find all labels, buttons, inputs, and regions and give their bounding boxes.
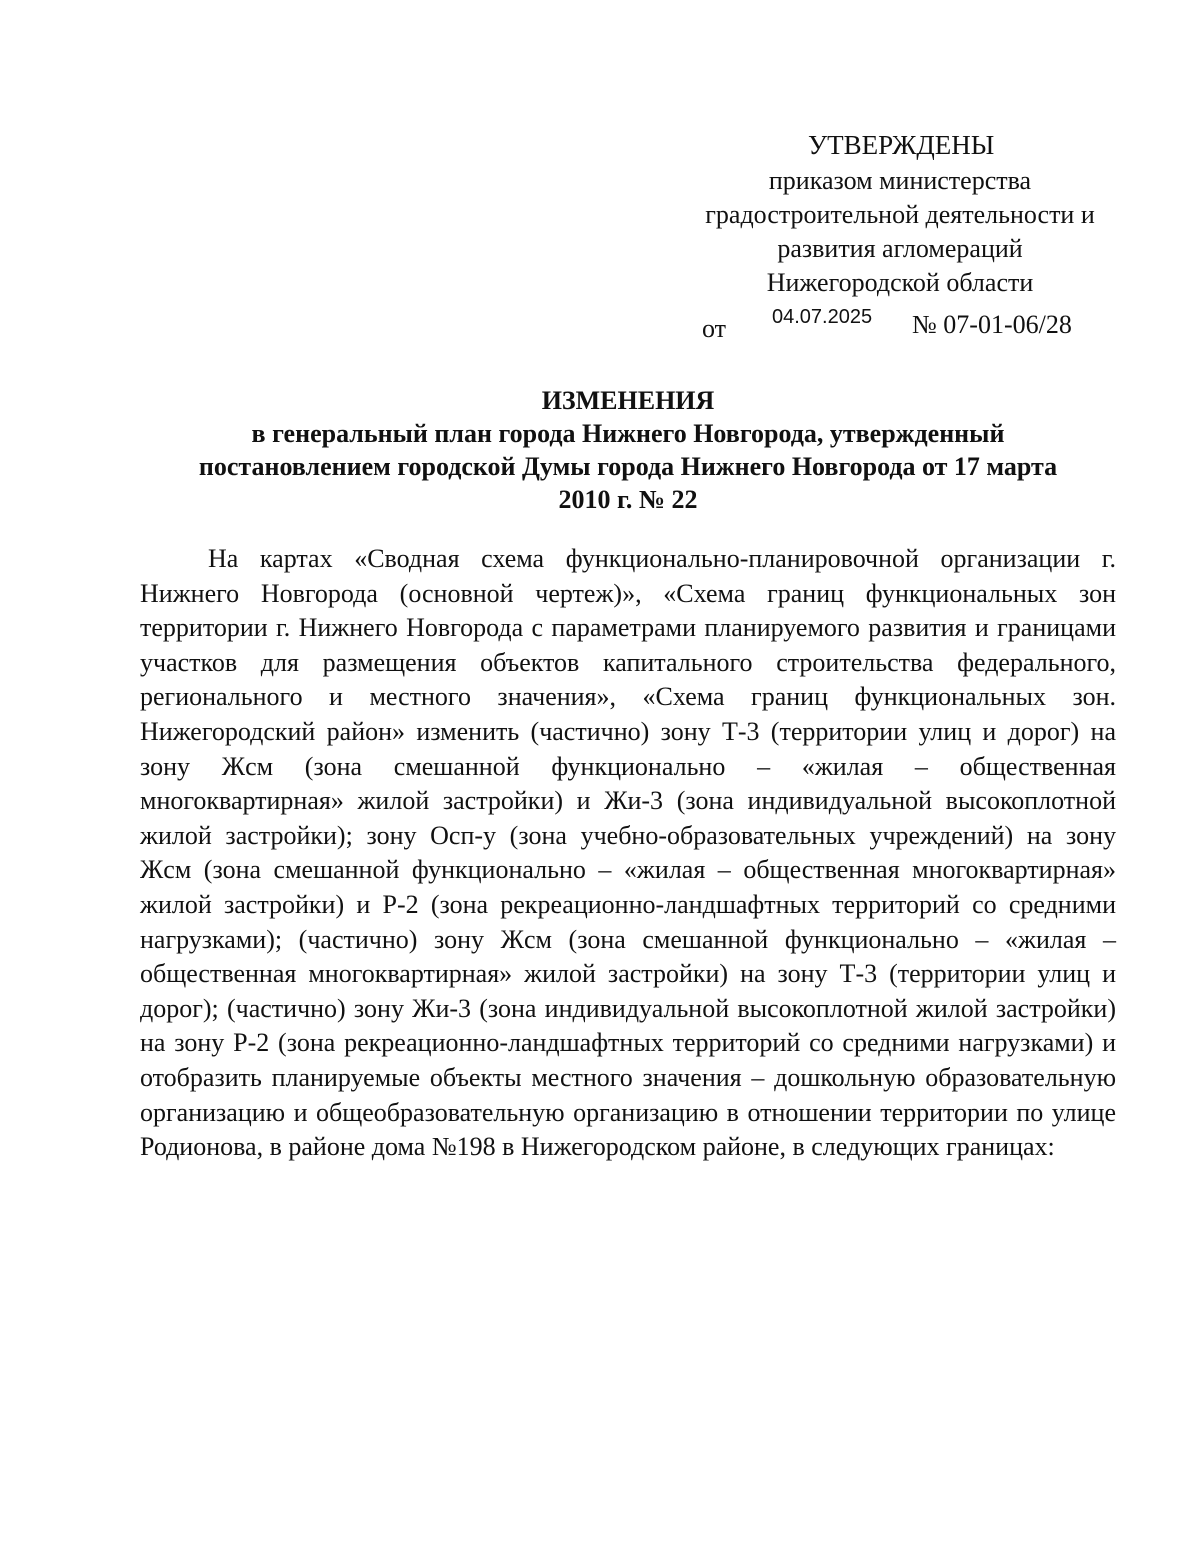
approval-line-3: развития агломераций: [777, 234, 1023, 263]
body-paragraph: На картах «Сводная схема функционально-планировочной организации г. Нижнего Новгорода (основной чертеж)», «Схема границ функциональных зон территории г. Нижнего Новгорода с параметрами планируемого развития и границами участков для размещения объектов капитального строительства федерального, регионального и местного значения», «Схема границ функциональных зон. Нижегородский район» изменить (частично) зону Т-3 (территории улиц и дорог) на зону Жсм (зона смешанной функционально – «жилая – общественная многоквартирная» жилой застройки) и Жи-3 (зона индивидуальной высокоплотной жилой застройки); зону Осп-у (зона учебно-образовательных учреждений) на зону Жсм (зона смешанной функционально – «жилая – общественная многоквартирная» жилой застройки) и Р-2 (зона рекреационно-ландшафтных территорий со средними нагрузками); (частично) зону Жсм (зона смешанной функционально – «жилая – общественная многоквартирная» жилой застройки) на зону Т-3 (территории улиц и дорог); (частично) зону Жи-3 (зона индивидуальной высокоплотной жилой застройки) на зону Р-2 (зона рекреационно-ландшафтных территорий со средними нагрузками) и отобразить планируемые объекты местного значения – дошкольную образовательную организацию и общеобразовательную организацию в отношении территории по улице Родионова, в районе дома №198 в Нижегородском районе, в следующих границах:: [140, 544, 1116, 1162]
order-details: [690, 304, 1110, 344]
title-main: ИЗМЕНЕНИЯ: [541, 386, 715, 415]
order-number: № 07-01-06/28: [912, 310, 1072, 339]
approval-stamp: [690, 128, 1110, 344]
order-date: 04.07.2025: [772, 306, 873, 328]
document-title: [140, 384, 1116, 516]
approval-heading: УТВЕРЖДЕНЫ: [808, 130, 995, 160]
approval-line-1: приказом министерства: [768, 166, 1032, 195]
order-from-label: от: [702, 314, 727, 343]
approval-line-4: Нижегородской области: [766, 268, 1034, 297]
approval-line-2: градостроительной деятельности и: [705, 200, 1095, 229]
title-line-3: 2010 г. № 22: [558, 485, 698, 514]
title-line-2: постановлением городской Думы города Нижнего Новгорода от 17 марта: [198, 452, 1058, 481]
title-line-1: в генеральный план города Нижнего Новгорода, утвержденный: [251, 419, 1005, 448]
